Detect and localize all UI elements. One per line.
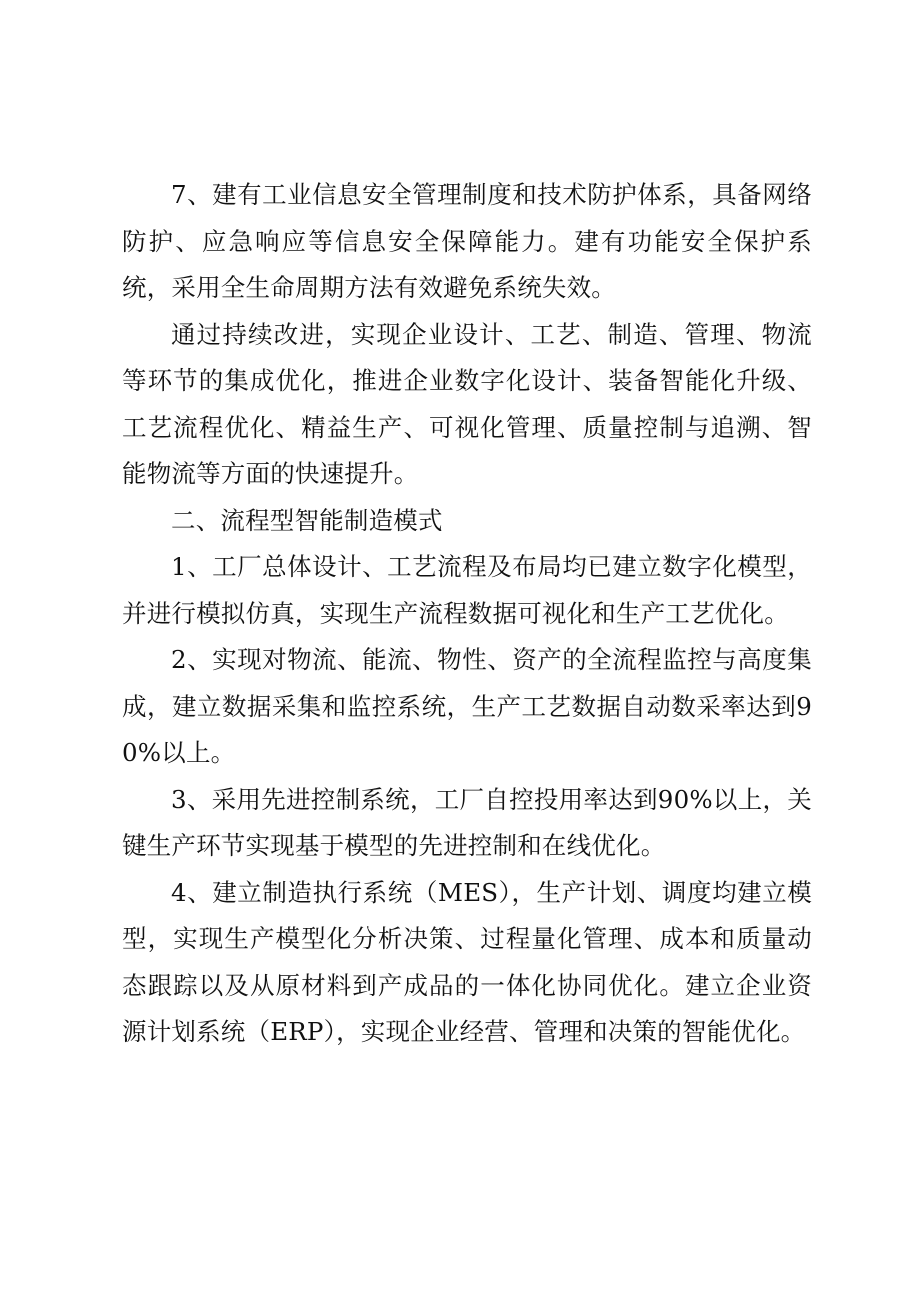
paragraph-item-4-mes-erp: 4、建立制造执行系统（MES），生产计划、调度均建立模型，实现生产模型化分析决策、过程量化管理、成本和质量动态跟踪以及从原材料到产成品的一体化协同优化。建立企业资源计划系统（ERP），实现企业经营、管理和决策的智能优化。 bbox=[122, 877, 812, 1046]
document-body bbox=[122, 172, 812, 1056]
paragraph-item-1-factory-design: 1、工厂总体设计、工艺流程及布局均已建立数字化模型，并进行模拟仿真，实现生产流程数据可视化和生产工艺优化。 bbox=[122, 552, 812, 628]
paragraph-item-7-security: 7、建有工业信息安全管理制度和技术防护体系，具备网络防护、应急响应等信息安全保障能力。建有功能安全保护系统，采用全生命周期方法有效避免系统失效。 bbox=[122, 180, 812, 302]
paragraph-item-3-advanced-control: 3、采用先进控制系统，工厂自控投用率达到90%以上，关键生产环节实现基于模型的先进控制和在线优化。 bbox=[122, 784, 812, 860]
paragraph-item-2-monitoring: 2、实现对物流、能流、物性、资产的全流程监控与高度集成，建立数据采集和监控系统，生产工艺数据自动数采率达到90%以上。 bbox=[122, 645, 812, 767]
section-heading-process-mode: 二、流程型智能制造模式 bbox=[171, 505, 443, 535]
paragraph-continuous-improvement: 通过持续改进，实现企业设计、工艺、制造、管理、物流等环节的集成优化，推进企业数字化设计、装备智能化升级、工艺流程优化、精益生产、可视化管理、质量控制与追溯、智能物流等方面的快速提升。 bbox=[122, 319, 812, 488]
